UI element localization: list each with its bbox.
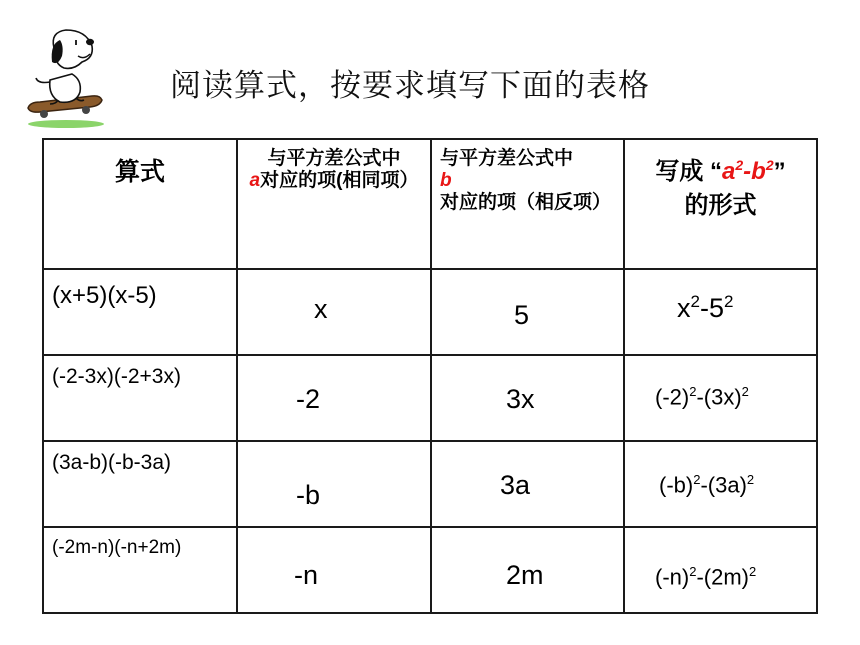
table-row bbox=[43, 355, 817, 441]
header-form-minus: - bbox=[743, 158, 752, 185]
a-term-cell bbox=[237, 527, 431, 613]
form-cell bbox=[624, 355, 817, 441]
header-form bbox=[624, 139, 817, 269]
b-term-value: 5 bbox=[514, 300, 530, 330]
header-b-term bbox=[431, 139, 624, 269]
expression-text: (-2m-n)(-n+2m) bbox=[52, 537, 182, 558]
header-a-var: a bbox=[249, 170, 261, 191]
skateboarding-dog-icon bbox=[20, 22, 108, 130]
form-cell bbox=[624, 527, 817, 613]
expression-cell bbox=[43, 527, 237, 613]
form-value: $(-b)^2-(3a)^2$ bbox=[659, 472, 755, 498]
a-term-cell bbox=[237, 269, 431, 355]
expression-text: (3a-b)(-b-3a) bbox=[52, 451, 172, 474]
form-value: $(-2)^2-(3x)^2$ bbox=[655, 384, 749, 410]
b-term-cell bbox=[431, 441, 624, 527]
header-b-rest: 对应的项（相反项） bbox=[440, 192, 612, 213]
a-term-value: -b bbox=[296, 480, 321, 510]
header-a-line1: 与平方差公式中 bbox=[267, 148, 401, 169]
header-a-term bbox=[237, 139, 431, 269]
table-row bbox=[43, 441, 817, 527]
page-title: 阅读算式，按要求填写下面的表格 bbox=[170, 68, 650, 104]
data-table bbox=[42, 138, 818, 614]
expression-cell bbox=[43, 269, 237, 355]
a-term-value: -n bbox=[294, 560, 319, 590]
table-row bbox=[43, 527, 817, 613]
header-form-a: a bbox=[722, 158, 736, 185]
expression-cell bbox=[43, 355, 237, 441]
header-form-b-exp: 2 bbox=[765, 157, 774, 173]
header-row bbox=[43, 139, 817, 269]
form-cell bbox=[624, 269, 817, 355]
header-form-a-exp: 2 bbox=[735, 157, 744, 173]
table-row bbox=[43, 269, 817, 355]
a-term-value: x bbox=[314, 294, 328, 324]
b-term-cell bbox=[431, 269, 624, 355]
a-term-cell bbox=[237, 355, 431, 441]
expression-text: (-2-3x)(-2+3x) bbox=[52, 365, 181, 388]
a-term-value: -2 bbox=[296, 384, 321, 414]
header-form-b: b bbox=[751, 158, 766, 185]
header-b-line1: 与平方差公式中 bbox=[440, 148, 574, 169]
header-a-rest: 对应的项(相同项） bbox=[260, 170, 419, 191]
form-value: $(-n)^2-(2m)^2$ bbox=[655, 564, 757, 590]
header-form-line2: 的形式 bbox=[684, 192, 757, 219]
header-form-pre: 写成 “ bbox=[655, 158, 723, 185]
b-term-value: 3x bbox=[506, 384, 535, 414]
b-term-cell bbox=[431, 355, 624, 441]
b-term-value: 3a bbox=[500, 470, 531, 500]
b-term-value: 2m bbox=[506, 560, 544, 590]
form-value: $x^2-5^2$ bbox=[677, 292, 734, 323]
header-expression-label: 算式 bbox=[114, 158, 165, 186]
a-term-cell bbox=[237, 441, 431, 527]
expression-cell bbox=[43, 441, 237, 527]
header-expression bbox=[43, 139, 237, 269]
form-cell bbox=[624, 441, 817, 527]
b-term-cell bbox=[431, 527, 624, 613]
header-form-post: ” bbox=[773, 158, 786, 185]
header-b-var: b bbox=[440, 170, 452, 191]
expression-text: (x+5)(x-5) bbox=[52, 282, 157, 309]
